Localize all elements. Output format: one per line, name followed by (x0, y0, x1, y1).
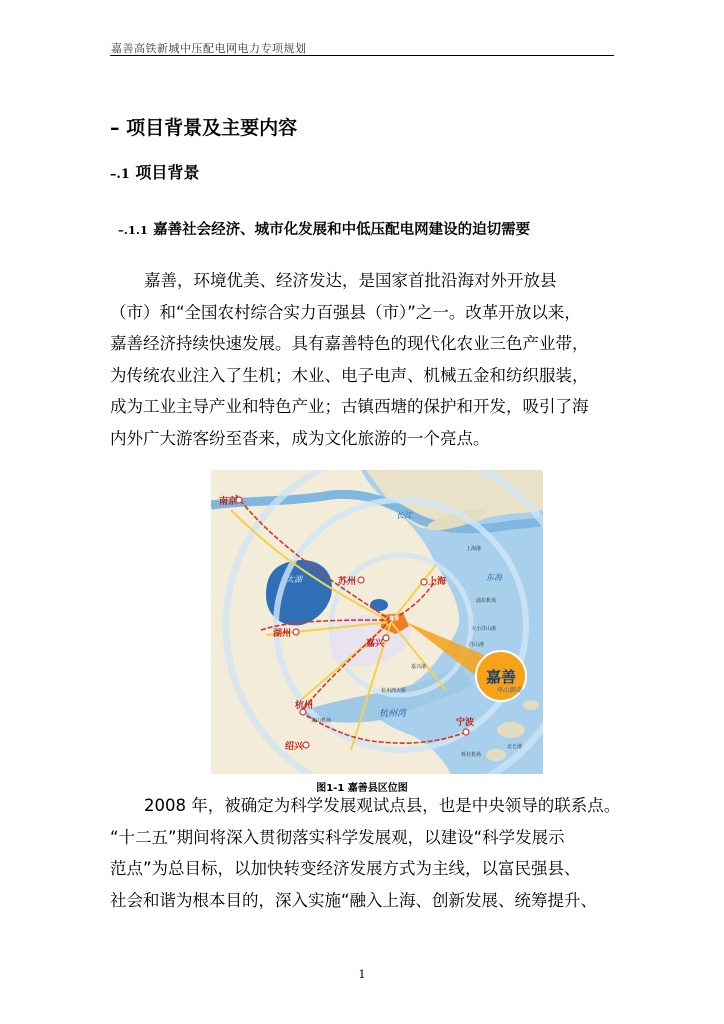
page-header: 嘉善高铁新城中压配电网电力专项规划 (111, 42, 307, 55)
heading-1-number: – (110, 117, 120, 139)
body-paragraph-1 (110, 265, 620, 454)
map-label-hangzhou: 杭州 (295, 701, 314, 711)
map-label-huzhou: 湖州 (273, 629, 292, 639)
map-label-jiashan-small: 嘉善 (389, 616, 400, 622)
heading-3-title: 嘉善社会经济、城市化发展和中低压配电网建设的迫切需要 (153, 222, 531, 238)
heading-2 (110, 160, 199, 183)
heading-1 (110, 113, 297, 140)
paragraph-line: 为传统农业注入了生机；木业、电子电声、机械五金和纺织服装， (110, 365, 589, 385)
header-rule (110, 55, 614, 56)
map-label-suzhou: 苏州 (338, 577, 357, 587)
heading-1-title: 项目背景及主要内容 (126, 117, 298, 139)
map-label-shaoxing: 绍兴 (285, 742, 304, 752)
paragraph-line: “十二五”期间将深入贯彻落实科学发展观，以建设“科学发展示 (110, 827, 565, 847)
map-label-donghai: 东海 (486, 573, 502, 582)
location-map (211, 470, 543, 774)
paragraph-line: 成为工业主导产业和特色产业；古镇西塘的保护和开发，吸引了海 (110, 397, 589, 416)
map-label-pudong-airport: 浦东机场 (476, 598, 497, 604)
map-label-nanjing: 南京 (219, 497, 238, 507)
map-label-xiaoyangshan: 大小洋山港 (471, 626, 497, 632)
map-label-jiaxing-port: 嘉兴港 (411, 664, 427, 670)
map-label-zhoushan: 舟山群岛 (496, 686, 522, 694)
map-small-lake (370, 599, 388, 611)
paragraph-line: 嘉善，环境优美、经济发达，是国家首批沿海对外开放县 (144, 271, 557, 290)
page-number: 1 (358, 968, 366, 981)
figure-caption: 图1-1 嘉善县区位图 (316, 783, 408, 794)
map-island (486, 749, 506, 761)
map-island (523, 700, 539, 710)
paragraph-line: （市）和“全国农村综合实力百强县（市）”之一。改革开放以来， (110, 302, 581, 322)
heading-2-number: –.1 (110, 167, 130, 182)
paragraph-line: 2008 年，被确定为科学发展观试点县，也是中央领导的联系点。 (144, 796, 621, 815)
body-paragraph-2 (110, 790, 620, 916)
map-label-ningbo: 宁波 (456, 718, 475, 728)
paragraph-line: 社会和谐为根本目的，深入实施“融入上海、创新发展、统筹提升、 (110, 890, 598, 910)
map-label-lishe-airport: 栎社机场 (461, 752, 482, 758)
map-label-shanghai: 上海 (428, 577, 447, 587)
map-label-beilun: 北仑港 (507, 744, 523, 750)
heading-2-title: 项目背景 (135, 163, 200, 182)
map-label-jiashan-callout: 嘉善 (485, 668, 517, 686)
heading-3-number: –.1.1 (118, 223, 149, 237)
map-label-taihu: 太湖 (286, 575, 302, 584)
map-label-yangshan-port: 洋山港 (469, 642, 485, 648)
map-island (497, 722, 525, 738)
map-label-xiaoshan-airport: 萧山机场 (311, 718, 332, 724)
heading-3 (118, 218, 530, 239)
paragraph-line: 范点”为总目标，以加快转变经济发展方式为主线，以富民强县、 (110, 859, 581, 878)
map-label-shanghai-port: 上海港 (466, 546, 482, 552)
paragraph-line: 内外广大游客纷至沓来，成为文化旅游的一个亮点。 (110, 428, 490, 448)
map-label-jiaxing: 嘉兴 (366, 639, 385, 649)
paragraph-line: 嘉善经济持续快速发展。具有嘉善特色的现代化农业三色产业带， (110, 334, 589, 353)
map-label-hangzhouwan-bridge: 杭州湾大桥 (381, 688, 407, 694)
map-label-hangzhouwan: 杭州湾 (379, 709, 407, 719)
map-label-changjiang: 长江 (396, 511, 412, 520)
